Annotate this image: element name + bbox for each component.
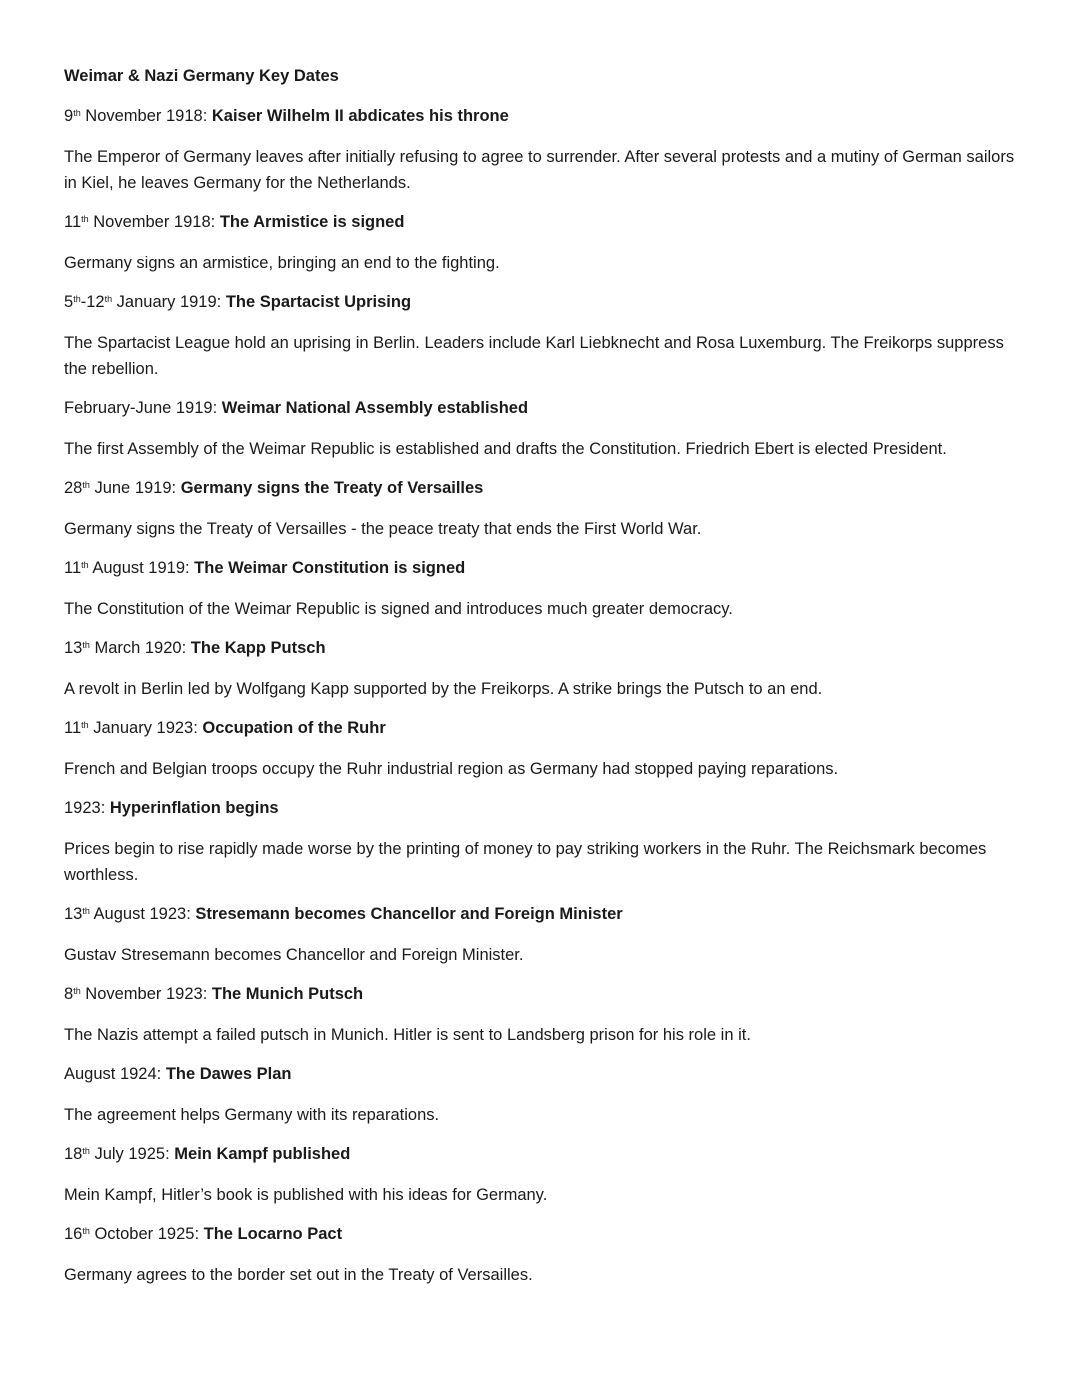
entry-date-text: January 1919:	[112, 293, 222, 311]
entry-ordinal-suffix: th	[82, 480, 90, 490]
entry-event-title: The Armistice is signed	[219, 213, 405, 231]
entry-description: French and Belgian troops occupy the Ruhr industrial region as Germany had stopped paying reparations.	[64, 760, 839, 778]
entry-heading	[64, 1062, 1024, 1086]
entry-date	[64, 479, 176, 497]
timeline-entry	[64, 636, 1024, 702]
entry-date-text: August 1919:	[88, 559, 190, 577]
entry-date	[64, 1145, 170, 1163]
entry-ordinal-suffix: th	[81, 720, 89, 730]
entry-heading	[64, 290, 1024, 314]
timeline-entry	[64, 796, 1024, 888]
document-page	[64, 64, 1024, 1302]
entry-heading	[64, 1222, 1024, 1246]
entry-description: Mein Kampf, Hitler’s book is published with his ideas for Germany.	[64, 1186, 548, 1204]
entry-date-text: July 1925:	[89, 1145, 170, 1163]
entry-date-text: March 1920:	[89, 639, 187, 657]
entry-description: The Nazis attempt a failed putsch in Munich. Hitler is sent to Landsberg prison for his role in it.	[64, 1026, 751, 1044]
entry-ordinal-suffix: th	[82, 906, 90, 916]
entry-description: A revolt in Berlin led by Wolfgang Kapp supported by the Freikorps. A strike brings the Putsch to an end.	[64, 680, 823, 698]
timeline-entry	[64, 902, 1024, 968]
entry-event-title: The Munich Putsch	[211, 985, 364, 1003]
entry-date-text: November 1923:	[80, 985, 208, 1003]
entry-date	[64, 399, 217, 417]
entry-heading	[64, 636, 1024, 660]
entry-date	[64, 905, 191, 923]
entry-event-title: Hyperinflation begins	[109, 799, 279, 817]
entry-event-title: The Locarno Pact	[203, 1225, 343, 1243]
entry-heading	[64, 556, 1024, 580]
entry-ordinal-suffix: th	[73, 108, 81, 118]
entry-day: 5	[64, 293, 74, 311]
document-title: Weimar & Nazi Germany Key Dates	[64, 67, 339, 85]
entry-heading	[64, 476, 1024, 500]
entry-day: 13	[64, 905, 83, 923]
entry-description: Germany signs the Treaty of Versailles - the peace treaty that ends the First World War.	[64, 520, 702, 538]
entry-date-text: November 1918:	[80, 107, 208, 125]
entry-date	[64, 107, 207, 125]
entry-ordinal-suffix: th	[81, 560, 89, 570]
entry-date-text: January 1923:	[88, 719, 198, 737]
entry-event-title: Stresemann becomes Chancellor and Foreign Minister	[195, 905, 623, 923]
entry-day: 11	[64, 213, 82, 231]
entry-description: The Spartacist League hold an uprising in Berlin. Leaders include Karl Liebknecht and Rosa Luxemburg. The Freikorps suppress the rebellion.	[64, 334, 1004, 378]
entry-date-text: August 1923:	[89, 905, 191, 923]
entry-event-title: The Dawes Plan	[165, 1065, 292, 1083]
entry-date	[64, 639, 186, 657]
entry-day: 13	[64, 639, 83, 657]
timeline-entries	[64, 104, 1024, 1288]
entry-description: The first Assembly of the Weimar Republic is established and drafts the Constitution. Friedrich Ebert is elected President.	[64, 440, 947, 458]
entry-event-title: Mein Kampf published	[174, 1145, 351, 1163]
entry-date	[64, 213, 215, 231]
timeline-entry	[64, 982, 1024, 1048]
entry-ordinal-suffix: th	[73, 986, 81, 996]
entry-ordinal-suffix: th	[104, 294, 113, 304]
entry-date-text: June 1919:	[89, 479, 177, 497]
entry-day: 16	[64, 1225, 83, 1243]
timeline-entry	[64, 290, 1024, 382]
entry-day: 28	[64, 479, 83, 497]
entry-heading	[64, 796, 1024, 820]
entry-description: The Constitution of the Weimar Republic is signed and introduces much greater democracy.	[64, 600, 733, 618]
entry-ordinal-suffix: th	[82, 1226, 90, 1236]
entry-day: 8	[64, 985, 74, 1003]
entry-day: 9	[64, 107, 74, 125]
entry-description: Gustav Stresemann becomes Chancellor and Foreign Minister.	[64, 946, 524, 964]
entry-date	[64, 1065, 161, 1083]
entry-date-text: August 1924:	[64, 1065, 162, 1083]
entry-date-text: -12	[80, 293, 105, 311]
entry-date	[64, 1225, 199, 1243]
entry-event-title: Weimar National Assembly established	[221, 399, 529, 417]
entry-heading	[64, 104, 1024, 128]
entry-description: The Emperor of Germany leaves after initially refusing to agree to surrender. After several protests and a mutiny of German sailors in Kiel, he leaves Germany for the Netherlands.	[64, 148, 1015, 192]
entry-description: Germany agrees to the border set out in the Treaty of Versailles.	[64, 1266, 533, 1284]
timeline-entry	[64, 210, 1024, 276]
entry-day: 11	[64, 719, 82, 737]
entry-date	[64, 719, 198, 737]
entry-heading	[64, 1142, 1024, 1166]
entry-date	[64, 985, 207, 1003]
entry-ordinal-suffix: th	[73, 294, 81, 304]
entry-description: Germany signs an armistice, bringing an end to the fighting.	[64, 254, 500, 272]
timeline-entry	[64, 716, 1024, 782]
timeline-entry	[64, 104, 1024, 196]
timeline-entry	[64, 1062, 1024, 1128]
entry-date	[64, 799, 105, 817]
entry-day: 18	[64, 1145, 83, 1163]
entry-event-title: Occupation of the Ruhr	[202, 719, 386, 737]
entry-ordinal-suffix: th	[82, 640, 90, 650]
entry-ordinal-suffix: th	[82, 1146, 90, 1156]
entry-description: The agreement helps Germany with its reparations.	[64, 1106, 440, 1124]
entry-event-title: Germany signs the Treaty of Versailles	[180, 479, 484, 497]
entry-date	[64, 559, 190, 577]
entry-event-title: The Kapp Putsch	[190, 639, 326, 657]
entry-description: Prices begin to rise rapidly made worse by the printing of money to pay striking workers in the Ruhr. The Reichsmark becomes worthless.	[64, 840, 987, 884]
entry-heading	[64, 902, 1024, 926]
entry-heading	[64, 716, 1024, 740]
entry-ordinal-suffix: th	[81, 214, 89, 224]
entry-event-title: The Spartacist Uprising	[225, 293, 412, 311]
timeline-entry	[64, 396, 1024, 462]
timeline-entry	[64, 556, 1024, 622]
timeline-entry	[64, 1142, 1024, 1208]
entry-day: 11	[64, 559, 82, 577]
entry-date-text: November 1918:	[88, 213, 216, 231]
entry-heading	[64, 982, 1024, 1006]
entry-date-text: 1923:	[64, 799, 106, 817]
entry-event-title: The Weimar Constitution is signed	[194, 559, 466, 577]
entry-date	[64, 293, 221, 311]
timeline-entry	[64, 476, 1024, 542]
timeline-entry	[64, 1222, 1024, 1288]
entry-heading	[64, 210, 1024, 234]
entry-event-title: Kaiser Wilhelm II abdicates his throne	[211, 107, 509, 125]
entry-date-text: February-June 1919:	[64, 399, 218, 417]
entry-date-text: October 1925:	[89, 1225, 200, 1243]
entry-heading	[64, 396, 1024, 420]
